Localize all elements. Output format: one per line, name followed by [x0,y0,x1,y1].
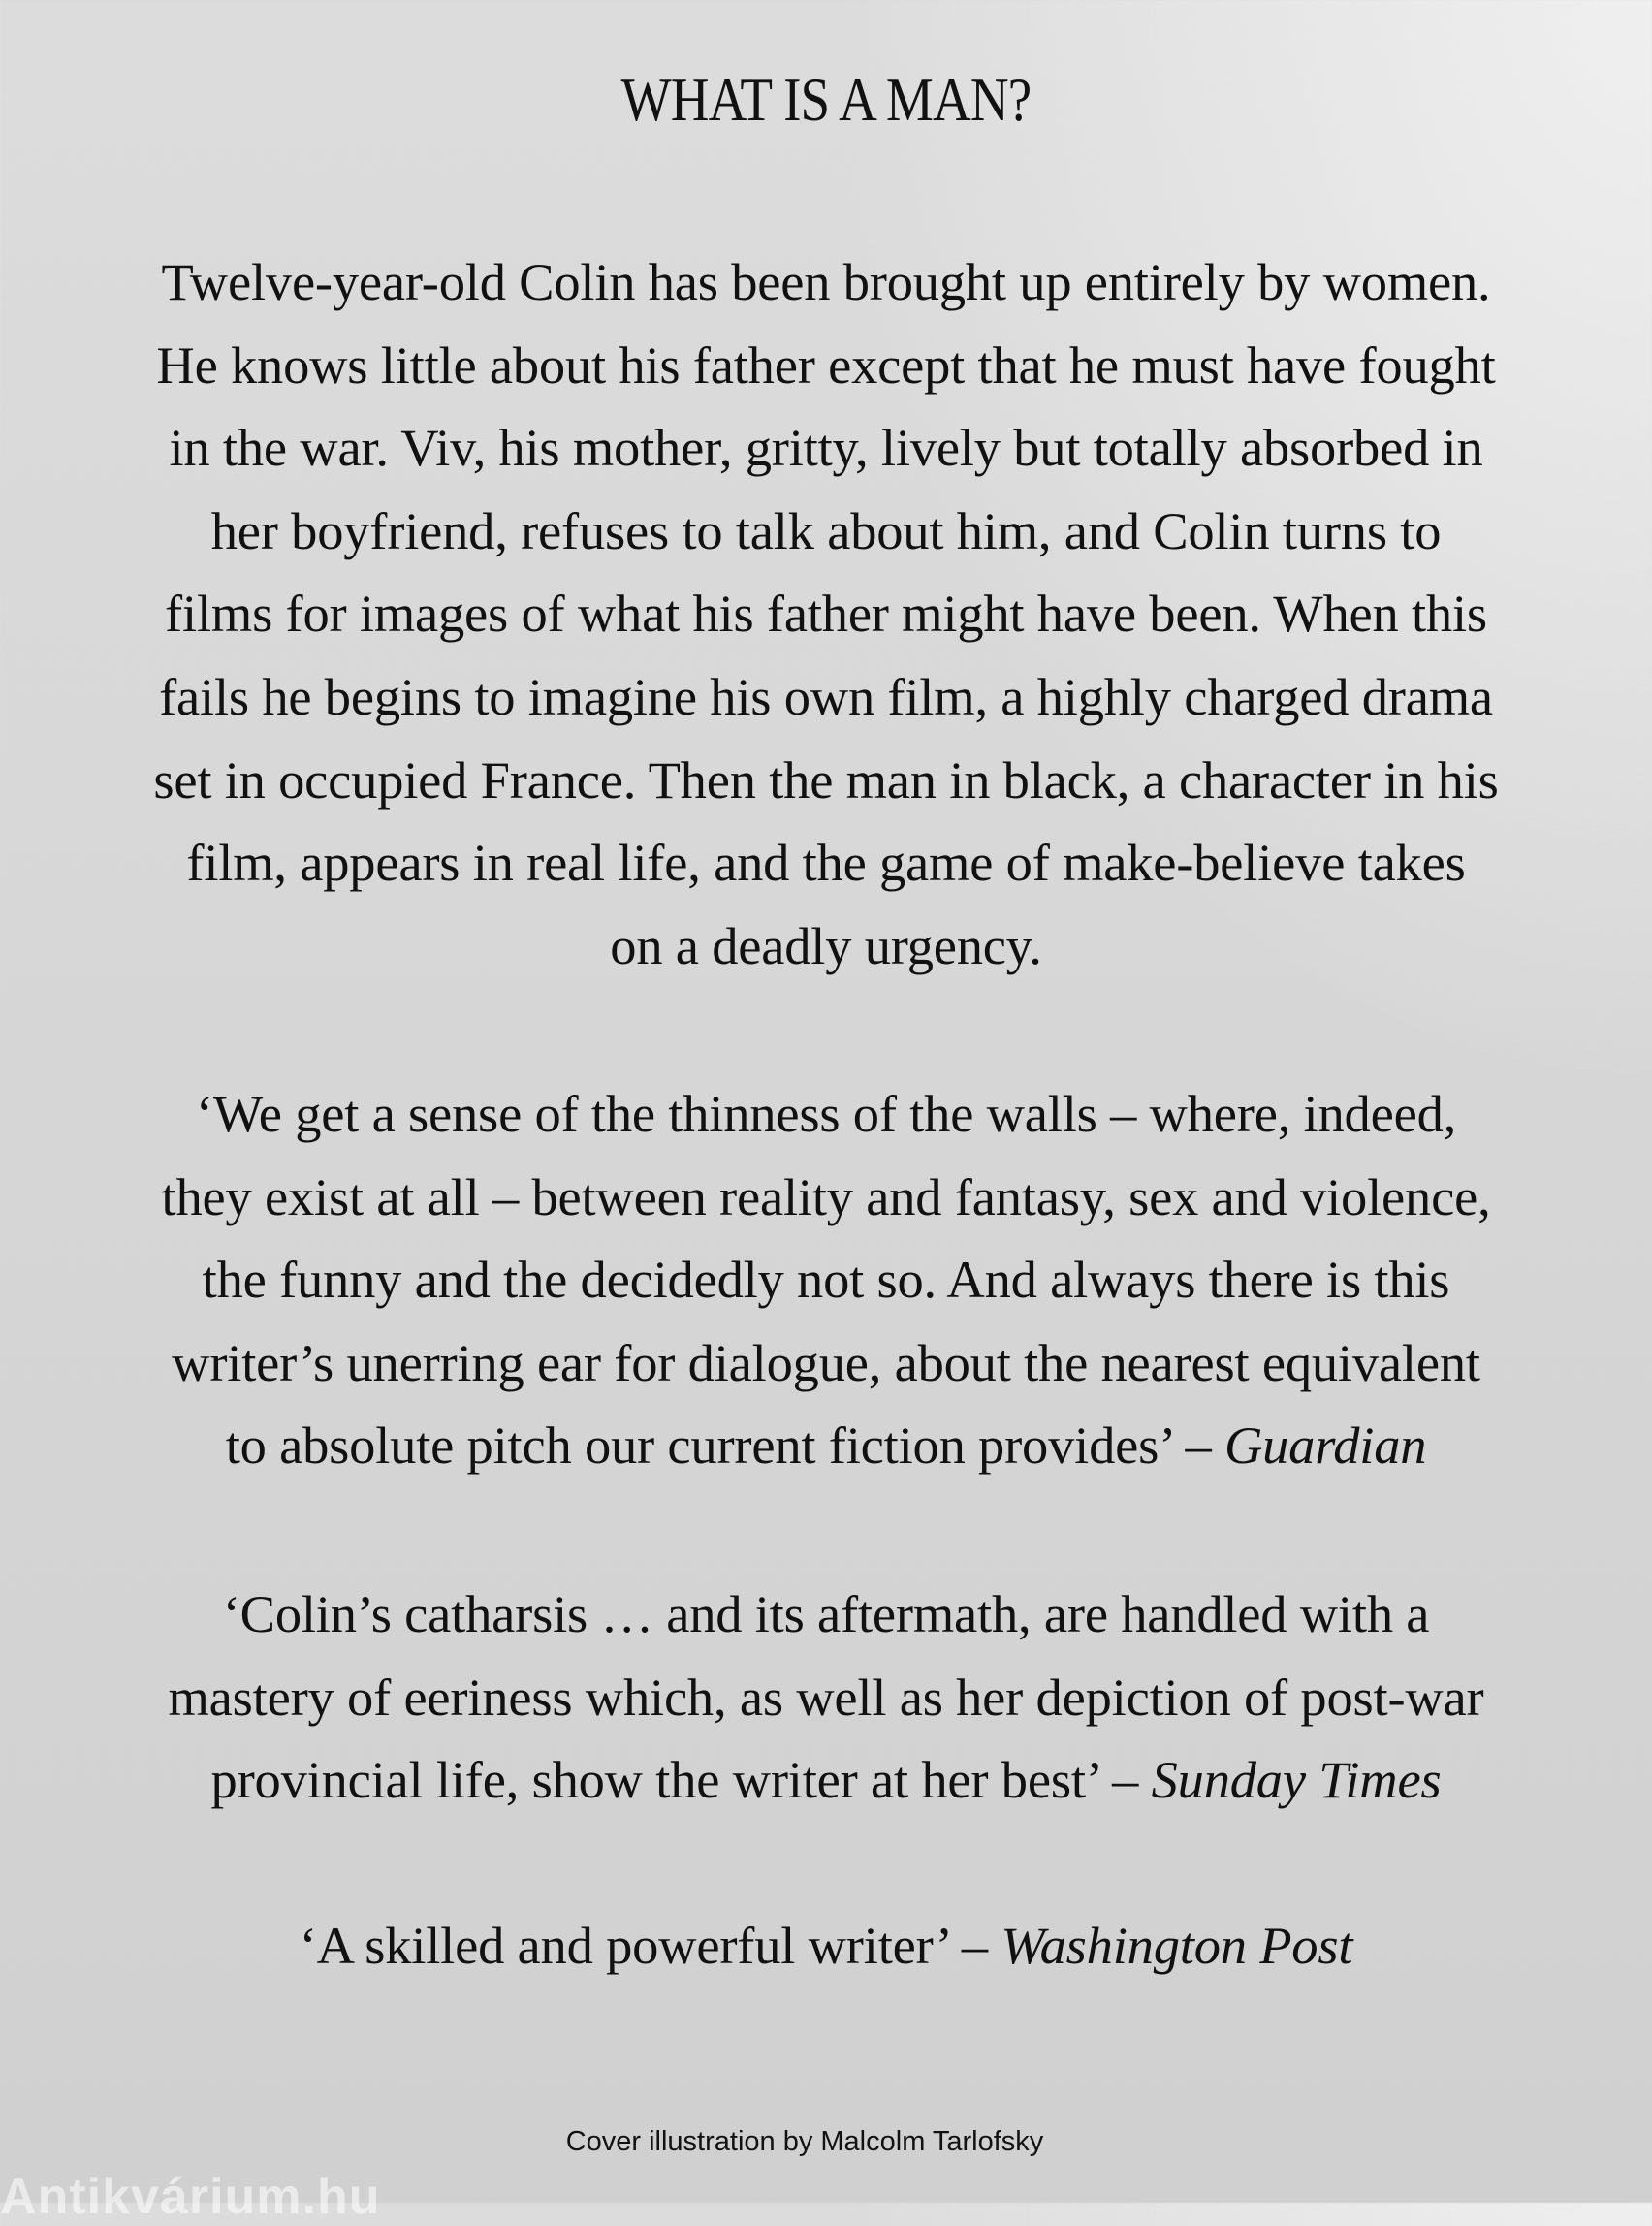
blurb-line: He knows little about his father except that he must have fought [156,334,1496,395]
quote-line-last [0,1738,1652,1822]
quote-source: Sunday Times [1151,1750,1442,1810]
cover-illustration-credit: Cover illustration by Malcolm Tarlofsky [565,2126,1044,2157]
blurb-line: Twelve-year-old Colin has been brought up entirely by women. [161,252,1491,311]
quote-source: Washington Post [1001,1916,1353,1975]
quote-source: Guardian [1223,1415,1427,1476]
quote-line-last [0,1404,1652,1487]
quote-line: they exist at all – between reality and fantasy, sex and violence, [161,1166,1491,1226]
blurb-paragraph [0,240,1652,987]
quote-text: provincial life, show the writer at her best’ – [210,1750,1152,1810]
blurb-line: her boyfriend, refuses to talk about him, and Colin turns to [210,500,1442,560]
blurb-line: on a deadly urgency. [610,915,1042,975]
quote-line: ‘Colin’s catharsis … and its aftermath, are handled with a [222,1584,1430,1643]
quote-line-last [0,1904,1652,1988]
quote-text: ‘A skilled and powerful writer’ – [299,1916,1001,1975]
review-quote-washington-post [0,1904,1652,1988]
blurb-line: in the war. Viv, his mother, gritty, lively but totally absorbed in [169,418,1483,478]
quote-line: the funny and the decidedly not so. And always there is this [202,1250,1450,1310]
watermark: Antikvárium.hu [0,2169,381,2225]
quote-line: ‘We get a sense of the thinness of the walls – where, indeed, [195,1084,1457,1143]
book-title: WHAT IS A MAN? [620,65,1032,134]
review-quote-guardian [0,1072,1652,1487]
quote-line: writer’s unerring ear for dialogue, about the nearest equivalent [172,1332,1480,1392]
blurb-line: fails he begins to imagine his own film, a highly charged drama [159,666,1493,726]
blurb-line: set in occupied France. Then the man in black, a character in his [153,749,1499,810]
quote-line: mastery of eeriness which, as well as her depiction of post-war [168,1667,1484,1727]
blurb-line: films for images of what his father might have been. When this [165,584,1487,644]
blurb-line: film, appears in real life, and the game of make-believe takes [186,833,1466,893]
review-quote-sunday-times [0,1573,1652,1822]
quote-text: to absolute pitch our current fiction provides’ – [225,1415,1224,1476]
